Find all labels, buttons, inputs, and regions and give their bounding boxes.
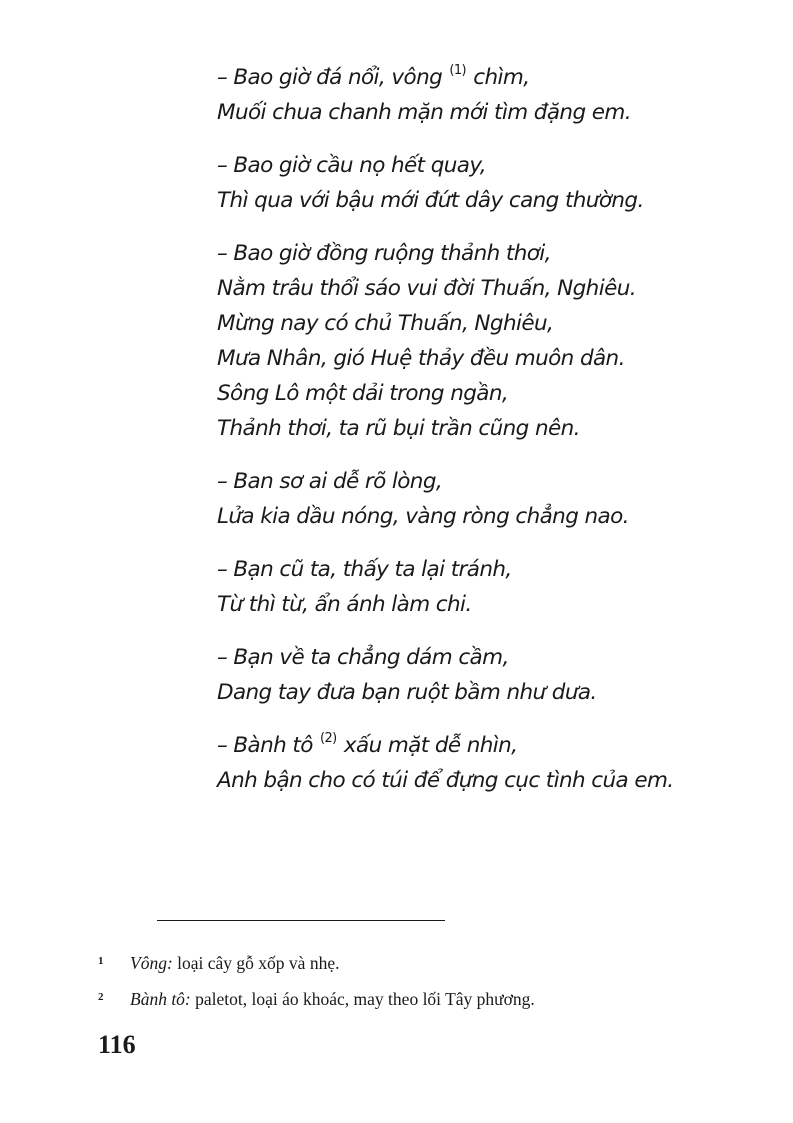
stanza <box>217 464 674 534</box>
stanza <box>217 552 674 622</box>
poem-line: – Ban sơ ai dễ rõ lòng, <box>217 469 443 494</box>
stanza <box>217 60 674 130</box>
poem-line: Thì qua với bậu mới đứt dây cang thường. <box>217 188 644 213</box>
stanza <box>217 236 674 446</box>
poem-line-text: chìm, <box>467 65 530 90</box>
poem-line: Sông Lô một dải trong ngần, <box>217 381 509 406</box>
stanza <box>217 728 674 798</box>
footnotes <box>98 944 535 1016</box>
footnote <box>98 944 535 980</box>
poem-line-text: xấu mặt dễ nhìn, <box>337 733 518 758</box>
poem-line: Anh bận cho có túi để đựng cục tình của em. <box>217 768 674 793</box>
poem-line: Mưa Nhân, gió Huệ thảy đều muôn dân. <box>217 346 625 371</box>
poem-line <box>217 60 674 95</box>
poem-line-text: – Bành tô <box>217 733 320 758</box>
footnote-ref: (2) <box>320 730 337 746</box>
poem-line: Thảnh thơi, ta rũ bụi trần cũng nên. <box>217 416 580 441</box>
poem-line: – Bao giờ đồng ruộng thảnh thơi, <box>217 241 551 266</box>
poem <box>217 60 674 816</box>
footnote-number: 2 <box>98 991 104 1003</box>
poem-line: Mừng nay có chủ Thuấn, Nghiêu, <box>217 311 554 336</box>
poem-line: – Bạn về ta chẳng dám cầm, <box>217 645 509 670</box>
footnote-divider <box>157 920 445 921</box>
footnote-text: loại cây gỗ xốp và nhẹ. <box>172 953 340 973</box>
footnote-number: 1 <box>98 955 104 967</box>
poem-line: – Bạn cũ ta, thấy ta lại tránh, <box>217 557 512 582</box>
poem-line: Muối chua chanh mặn mới tìm đặng em. <box>217 100 631 125</box>
footnote <box>98 980 535 1016</box>
poem-line: Lửa kia dầu nóng, vàng ròng chẳng nao. <box>217 504 629 529</box>
stanza <box>217 640 674 710</box>
page-number: 116 <box>98 1030 136 1059</box>
poem-line <box>217 728 674 763</box>
poem-line: Dang tay đưa bạn ruột bầm như dưa. <box>217 680 597 705</box>
footnote-text: paletot, loại áo khoác, may theo lối Tây phương. <box>190 989 535 1009</box>
poem-line: Nằm trâu thổi sáo vui đời Thuấn, Nghiêu. <box>217 276 636 301</box>
poem-line: Từ thì từ, ẩn ánh làm chi. <box>217 592 472 617</box>
footnote-term: Bành tô: <box>130 989 191 1009</box>
footnote-term: Vông: <box>130 953 173 973</box>
poem-line-text: – Bao giờ đá nổi, vông <box>217 65 449 90</box>
footnote-ref: (1) <box>449 62 466 78</box>
poem-line: – Bao giờ cầu nọ hết quay, <box>217 153 487 178</box>
stanza <box>217 148 674 218</box>
